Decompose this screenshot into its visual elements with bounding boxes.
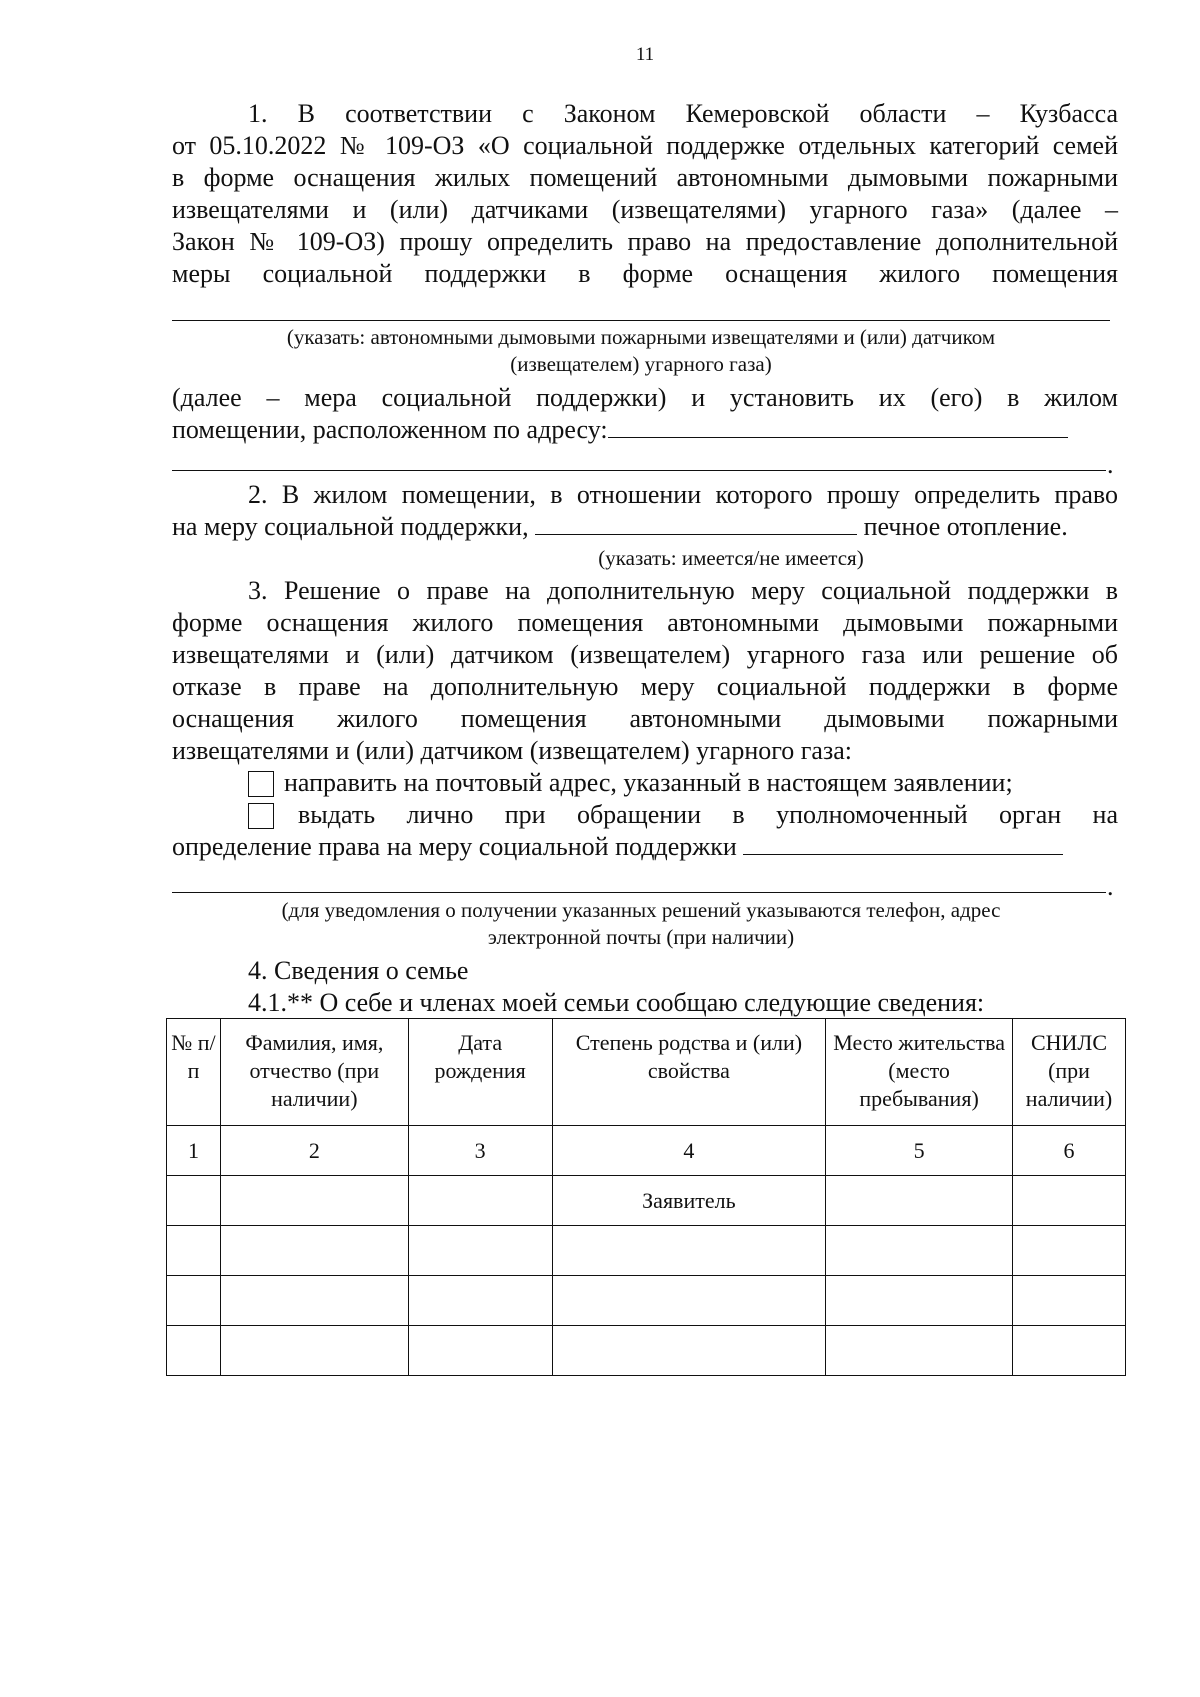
table-cell[interactable] <box>220 1276 408 1326</box>
table-cell[interactable] <box>1013 1326 1126 1376</box>
column-number-row <box>167 1126 1126 1176</box>
heating-label-end: печное отопление. <box>863 512 1068 541</box>
contact-field[interactable] <box>743 832 1063 855</box>
column-number: 6 <box>1013 1126 1126 1176</box>
section4-subtitle: 4.1.** О себе и членах моей семьи сообщаю следующие сведения: <box>248 988 985 1017</box>
section1-cont-line: (далее – мера социальной поддержки) и установить их (его) в жилом <box>172 383 1118 412</box>
contact-hint: (для уведомления о получении указанных решений указываются телефон, адрес <box>281 898 1001 922</box>
table-row <box>167 1226 1126 1276</box>
section1-line: Закон № 109-ОЗ) прошу определить право на предоставление дополнительной <box>172 227 1118 256</box>
table-cell[interactable] <box>552 1326 826 1376</box>
address-period: . <box>1107 450 1114 479</box>
table-cell[interactable] <box>1013 1226 1126 1276</box>
column-number: 2 <box>220 1126 408 1176</box>
table-cell[interactable] <box>826 1226 1013 1276</box>
column-number: 4 <box>552 1126 826 1176</box>
measure-type-field[interactable] <box>172 320 1110 321</box>
page-number: 11 <box>635 44 655 65</box>
table-cell[interactable] <box>826 1276 1013 1326</box>
table-row <box>167 1276 1126 1326</box>
heating-field[interactable] <box>535 512 857 535</box>
option-mail-label: направить на почтовый адрес, указанный в настоящем заявлении; <box>284 768 1013 797</box>
section3-line: отказе в праве на дополнительную меру социальной поддержки в форме <box>172 672 1118 701</box>
col-header-birthdate: Дата рождения <box>408 1019 552 1126</box>
column-number: 5 <box>826 1126 1013 1176</box>
table-cell[interactable] <box>408 1226 552 1276</box>
col-header-residence: Место жительства (место пребывания) <box>826 1019 1013 1126</box>
section3-line: форме оснащения жилого помещения автономными дымовыми пожарными <box>172 608 1118 637</box>
table-cell[interactable] <box>167 1326 221 1376</box>
section2-line: 2. В жилом помещении, в отношении которого прошу определить право <box>248 480 1118 509</box>
table-cell[interactable] <box>1013 1176 1126 1226</box>
option-in-person-label: выдать лично при обращении в уполномоченный орган на <box>298 800 1118 829</box>
table-cell[interactable] <box>220 1226 408 1276</box>
table-cell[interactable] <box>826 1176 1013 1226</box>
column-number: 3 <box>408 1126 552 1176</box>
contact-line <box>172 831 1118 863</box>
table-cell[interactable] <box>408 1176 552 1226</box>
section3-line: извещателями и (или) датчиком (извещателем) угарного газа: <box>172 736 852 765</box>
section4-title: 4. Сведения о семье <box>248 956 469 985</box>
section1-line: 1. В соответствии с Законом Кемеровской области – Кузбасса <box>248 99 1118 128</box>
table-cell[interactable] <box>1013 1276 1126 1326</box>
table-row <box>167 1326 1126 1376</box>
section1-line: от 05.10.2022 № 109-ОЗ «О социальной поддержке отдельных категорий семей <box>172 131 1118 160</box>
table-cell[interactable] <box>408 1326 552 1376</box>
heating-line <box>172 511 1118 543</box>
family-table <box>166 1018 1126 1376</box>
address-field[interactable] <box>608 415 1068 438</box>
table-row <box>167 1176 1126 1226</box>
table-cell[interactable] <box>167 1276 221 1326</box>
table-cell[interactable] <box>408 1276 552 1326</box>
col-header-name: Фамилия, имя, отчество (при наличии) <box>220 1019 408 1126</box>
section3-line: извещателями и (или) датчиком (извещателем) угарного газа или решение об <box>172 640 1118 669</box>
option-in-person-checkbox[interactable] <box>248 803 274 829</box>
table-cell[interactable]: Заявитель <box>552 1176 826 1226</box>
heating-hint: (указать: имеется/не имеется) <box>598 546 864 570</box>
heating-label: на меру социальной поддержки, <box>172 512 529 541</box>
section3-line: 3. Решение о праве на дополнительную меру социальной поддержки в <box>248 576 1118 605</box>
table-cell[interactable] <box>167 1226 221 1276</box>
table-cell[interactable] <box>220 1176 408 1226</box>
address-label: помещении, расположенном по адресу: <box>172 415 608 444</box>
address-field-cont[interactable] <box>172 470 1106 471</box>
measure-type-hint: (извещателем) угарного газа) <box>510 352 772 376</box>
option-mail-checkbox[interactable] <box>248 771 274 797</box>
table-header-row <box>167 1019 1126 1126</box>
section3-line: оснащения жилого помещения автономными дымовыми пожарными <box>172 704 1118 733</box>
table-cell[interactable] <box>220 1326 408 1376</box>
table-cell[interactable] <box>167 1176 221 1226</box>
table-cell[interactable] <box>826 1326 1013 1376</box>
address-line <box>172 414 1118 446</box>
contact-field-cont[interactable] <box>172 892 1106 893</box>
section1-line: меры социальной поддержки в форме оснащения жилого помещения <box>172 259 1118 288</box>
section1-line: в форме оснащения жилых помещений автономными дымовыми пожарными <box>172 163 1118 192</box>
contact-hint: электронной почты (при наличии) <box>487 925 795 949</box>
contact-period: . <box>1107 872 1114 901</box>
table-cell[interactable] <box>552 1276 826 1326</box>
measure-type-hint: (указать: автономными дымовыми пожарными извещателями и (или) датчиком <box>286 325 996 349</box>
col-header-snils: СНИЛС (при наличии) <box>1013 1019 1126 1126</box>
section1-line: извещателями и (или) датчиками (извещателями) угарного газа» (далее – <box>172 195 1118 224</box>
col-header-number: № п/п <box>167 1019 221 1126</box>
column-number: 1 <box>167 1126 221 1176</box>
table-cell[interactable] <box>552 1226 826 1276</box>
contact-label: определение права на меру социальной поддержки <box>172 832 737 861</box>
col-header-relation: Степень родства и (или) свойства <box>552 1019 826 1126</box>
